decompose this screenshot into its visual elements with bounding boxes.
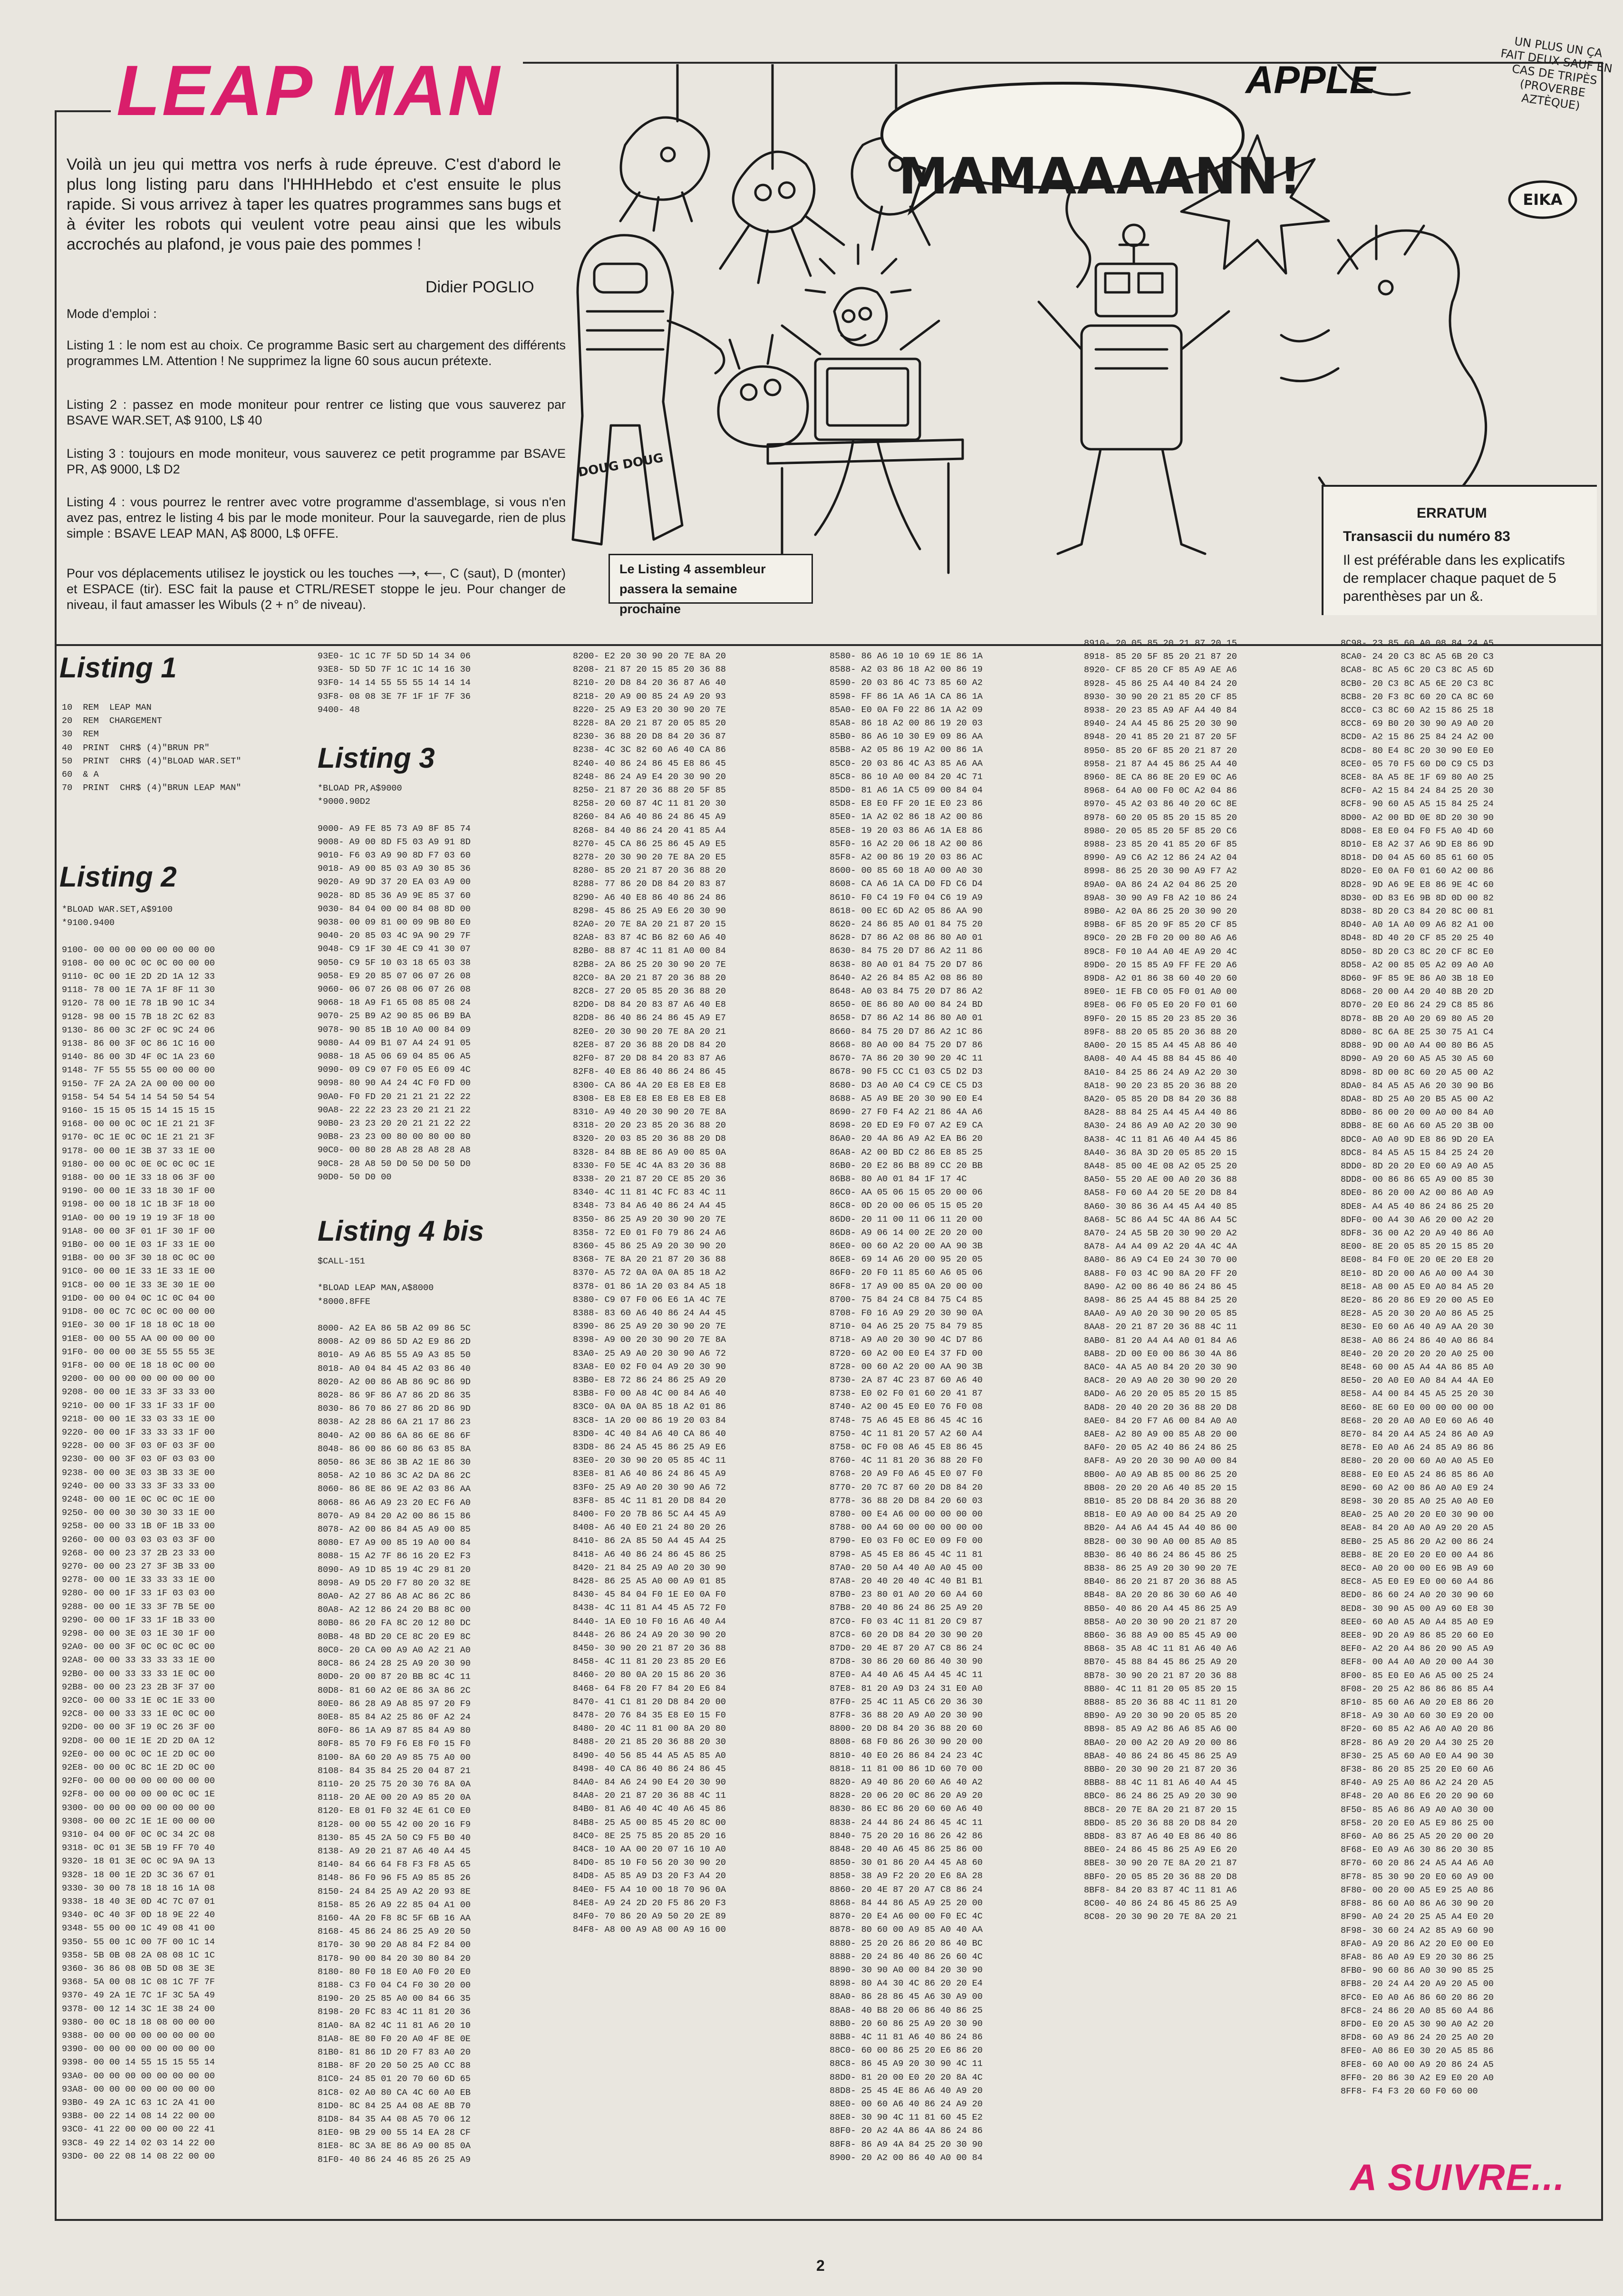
page-number: 2 <box>816 2257 825 2274</box>
platform-label: APPLE <box>1246 58 1376 102</box>
artist-signature: DOUG DOUG <box>577 451 665 480</box>
listing4-title: Listing 4 bis <box>318 1215 484 1247</box>
listing1-title: Listing 1 <box>59 652 177 684</box>
eika-text: EIKA <box>1523 191 1563 209</box>
hexdump-column-8: 8C98- 23 85 60 A0 08 84 24 A5 8CA0- 24 20 C3 8C A5 6B 20 C3 8CA8- 8C A5 6C 20 C3 8C A5 6D 8CB0- 20 C3 8C A5 6E 20 C3 8C 8CB8- 20 F3 8C 60 20 CA 8C 60 8CC0- C3 8C 60 A2 15 86 25 18 8CC8- 69 B0 20 30 90 A9 A0 20 8CD0- A2 15 86 25 84 24 A2 00 8CD8- 80 E4 8C 20 30 90 E0 E0 8CE0- 05 70 F5 60 D0 C9 C5 D3 8CE8- 8A A5 8E 1F 69 80 A0 25 8CF0- A2 15 84 24 84 25 20 30 8CF8- 90 60 A5 A5 15 84 25 24 8D00- A2 00 BD 0E 8D 20 30 90 8D08- E8 E0 04 F0 F5 A0 4D 60 8D10- E8 A2 37 A6 9D E8 86 9D 8D18- D0 04 A5 60 85 61 60 05 8D20- E0 0A F0 01 60 A2 00 86 8D28- 9D A6 9E E8 86 9E 4C 60 8D30- 0D 83 E6 9B 8D 0D 00 82 8D38- 8D 20 C3 84 20 8C 00 81 8D40- A0 1A A0 09 A6 82 A1 00 8D48- 8D 40 20 CF 85 20 25 40 8D50- 8D 20 C3 8C 20 CF 8C E0 8D58- A2 00 85 05 A2 09 A0 A0 8D60- 9F 85 9E 86 A0 3B 18 E0 8D68- 20 00 A4 20 40 8B 20 2D 8D70- 20 E0 86 24 29 C8 85 86 8D78- 8B 20 A0 20 69 80 A5 20 8D80- 8C 6A 8E 25 30 75 A1 C4 8D88- 9D 00 A0 A4 00 80 B6 A5 8D90- A9 20 60 A5 A5 30 A5 60 8D98- 8D 00 8C 60 20 A5 00 A2 8DA0- 84 A5 A5 A6 20 30 90 B6 8DA8- 8D 25 A0 20 B5 A5 00 A2 8DB0- 86 00 20 00 A0 00 84 A0 8DB8- 8E 60 A6 60 A5 20 3B 00 8DC0- A0 A0 9D E8 86 9D 20 EA 8DC8- 84 A5 A5 15 84 25 24 20 8DD0- 8D 20 20 E0 60 A9 A0 A5 8DD8- 00 86 86 65 A9 00 85 30 8DE0- 86 20 00 A2 00 86 A0 A9 8DE8- A4 A5 40 86 24 86 25 20 8DF0- 00 A4 30 A6 20 00 A2 20 8DF8- 36 00 A2 20 A9 40 86 A0 8E00- 8E 20 05 85 20 15 85 20 8E08- 84 F0 0E 20 0E 20 E8 20 8E10- 8D 20 00 A6 A0 00 A4 30 8E18- A8 00 A5 E0 A0 84 A5 20 8E20- 86 20 86 E9 20 00 A5 E0 8E28- A5 20 30 20 A0 86 A5 25 8E30- E0 60 A6 40 A9 AA 20 30 8E38- A0 86 24 86 40 A0 86 84 8E40- 20 20 20 20 20 A0 25 00 8E48- 60 00 A5 A4 4A 86 85 A0 8E50- 20 A0 E0 A0 84 A4 4A E0 8E58- A4 00 84 45 A5 25 20 30 8E60- 8E 60 E0 00 00 00 00 00 8E68- 20 20 A0 A0 E0 60 A6 40 8E70- 84 20 A4 A5 24 86 A0 A9 8E78- E0 A0 A6 24 85 A9 86 86 8E80- 20 20 00 60 A0 A0 A5 E0 8E88- E0 E0 A5 24 86 85 86 A0 8E90- 60 A2 00 86 A0 A0 E9 24 8E98- 30 20 85 A0 25 A0 A0 E0 8EA0- 25 A0 20 20 E0 30 90 00 8EA8- 84 20 A0 A0 A9 20 20 A5 8EB0- 25 A5 86 20 A2 00 86 24 8EB8- 8E 20 E0 20 E0 00 A4 86 8EC0- A0 20 00 00 E6 9B A9 60 8EC8- A5 E0 E9 E0 00 60 A4 86 8ED0- 86 60 24 A0 20 30 90 60 8ED8- 30 90 A5 00 A9 60 E8 30 8EE0- 60 A0 A5 A0 A4 85 A0 E9 8EE8- 9D 20 A9 86 85 20 60 E0 8EF0- A2 20 A4 86 20 90 A5 A9 8EF8- 00 A4 A0 A0 20 00 A4 30 8F00- 85 E0 E0 A6 A5 00 25 24 8F08- 20 25 A2 86 86 86 85 A4 8F10- 85 60 A6 A0 20 E8 86 20 8F18- A9 30 A0 60 30 E9 20 00 8F20- 60 85 A2 A6 A0 A0 20 86 8F28- 86 A9 20 20 A4 30 25 20 8F30- 25 A5 60 A0 E0 A4 90 30 8F38- 86 20 85 25 20 E0 60 A6 8F40- A9 25 A0 86 A2 24 20 A5 8F48- 20 A0 86 E6 20 20 90 60 8F50- 85 A6 86 A9 A0 A0 30 00 8F58- 20 20 E0 A5 E9 86 25 00 8F60- A0 86 25 A5 20 20 00 20 8F68- E0 A9 A6 30 86 20 30 85 8F70- 60 20 86 24 A5 A4 A6 A0 8F78- 85 30 90 20 E0 60 A9 00 8F80- 00 20 00 A5 E9 25 A0 86 8F88- 86 60 A0 86 A6 30 90 20 8F90- A0 24 20 25 A5 A4 E0 20 8F98- 30 60 24 A2 85 A9 60 90 8FA0- A9 20 86 A2 20 E0 00 E0 8FA8- 86 A0 A9 E9 20 30 86 25 8FB0- 90 60 86 A0 30 90 85 25 8FB8- 20 24 A4 20 A9 20 A5 00 8FC0- E0 A0 A6 86 60 20 86 20 8FC8- 24 86 20 A0 85 60 A4 86 8FD0- E0 20 A5 30 90 A0 A2 20 8FD8- 60 A9 86 24 20 25 A0 20 8FE0- A0 86 E0 30 20 A5 85 86 8FE8- 60 A0 00 A9 20 86 24 A5 8FF0- 20 86 30 A2 E9 E0 20 A0 8FF8- F4 F3 20 60 F0 60 00 <box>1341 638 1494 2096</box>
speech-bubble-text: MAMAAAANN! <box>898 147 1302 205</box>
listing3-continued-code: 93E0- 1C 1C 7F 5D 5D 14 34 06 93E8- 5D 5D 7F 1C 1C 14 16 30 93F0- 14 14 55 55 55 14 14 14 93F8- 08 08 3E 7F 1F 1F 7F 36 9400- 48 <box>318 651 471 715</box>
listing4-note-box: Le Listing 4 assembleur passera la semaine prochaine <box>609 554 813 604</box>
author-name: Didier POGLIO <box>425 278 534 296</box>
hexdump-column-7: 8910- 20 05 85 20 21 87 20 15 8918- 85 20 5F 85 20 21 87 20 8920- CF 85 20 CF 85 A9 AE A6 8928- 45 86 25 A4 40 84 24 20 8930- 30 90 20 21 85 20 CF 85 8938- 20 23 85 A9 AF A4 40 84 8940- 24 A4 45 86 25 20 30 90 8948- 20 41 85 20 21 87 20 5F 8950- 85 20 6F 85 20 21 87 20 8958- 21 87 A4 45 86 25 A4 40 8960- 8E CA 86 8E 20 E9 0C A6 8968- 64 A0 00 F0 0C A2 04 86 8970- 45 A2 03 86 40 20 6C 8E 8978- 60 20 05 85 20 15 85 20 8980- 20 05 85 20 5F 85 20 C6 8988- 23 85 20 41 85 20 6F 85 8990- A9 C6 A2 12 86 24 A2 04 8998- 86 25 20 30 90 A9 F7 A2 89A0- 0A 86 24 A2 04 86 25 20 89A8- 30 90 A9 F8 A2 10 86 24 89B0- A2 0A 86 25 20 30 90 20 89B8- 6F 85 20 9F 85 20 CF 85 89C0- 20 2B F0 20 00 80 A6 A6 89C8- F0 10 A4 A0 4E A9 20 4C 89D0- 20 15 85 A9 FF FE 20 A6 89D8- A2 01 86 38 60 40 20 60 89E0- 1E FB C0 05 F0 01 A0 00 89E8- 06 F0 05 E0 20 F0 01 60 89F0- 20 15 85 20 23 85 20 36 89F8- 88 20 05 85 20 36 88 20 8A00- 20 15 85 A4 45 A8 86 40 8A08- 40 A4 45 88 84 45 86 40 8A10- 84 25 86 24 A9 A2 20 30 8A18- 90 20 23 85 20 36 88 20 8A20- 05 85 20 D8 84 20 36 88 8A28- 88 84 25 A4 45 A4 40 86 8A30- 24 86 A9 A0 A2 20 30 90 8A38- 4C 11 81 A6 40 A4 45 86 8A40- 36 8A 3D 20 05 85 20 15 8A48- 85 00 4E 08 A2 05 25 20 8A50- 55 20 AE 00 A0 20 36 88 8A58- F0 60 A4 20 5E 20 D8 84 8A60- 30 86 36 A4 45 A4 40 85 8A68- 5C 86 A4 5C 4A 86 A4 5C 8A70- 24 A5 5B 20 30 90 20 A2 8A78- A4 A4 09 A2 20 4A 4C 4A 8A80- 86 A9 C4 E0 24 30 70 00 8A88- F0 03 4C 90 8A 20 FF 20 8A90- A2 00 86 40 86 24 86 45 8A98- 86 25 A4 45 88 84 25 20 8AA0- A9 A0 20 30 90 20 05 85 8AA8- 20 21 87 20 36 88 4C 11 8AB0- 81 20 A4 A4 A0 01 84 A6 8AB8- 2D 00 E0 00 86 30 4A 86 8AC0- 4A A5 A0 84 20 20 30 90 8AC8- 20 A9 A0 20 30 90 20 20 8AD0- A6 20 20 05 85 20 15 85 8AD8- 20 40 20 20 36 88 20 D8 8AE0- 84 20 F7 A6 00 84 A0 A0 8AE8- A2 80 A9 00 85 A8 20 00 8AF0- 20 05 A2 40 86 24 86 25 8AF8- A9 20 20 30 90 A0 00 84 8B00- A0 A9 AB 85 00 86 25 20 8B08- 20 20 20 A6 40 85 20 15 8B10- 85 20 D8 84 20 36 88 20 8B18- E0 A9 A0 00 84 25 A9 20 8B20- A4 A6 A4 45 A4 40 86 00 8B28- 00 30 90 A0 00 85 A0 85 8B30- 86 40 86 24 86 45 86 25 8B38- 86 25 A9 20 30 90 20 7E 8B40- 86 20 21 87 20 36 88 A5 8B48- 8A 20 20 86 30 60 A6 40 8B50- 40 86 20 A4 45 86 25 A9 8B58- A0 20 30 90 20 21 87 20 8B60- 36 88 A9 00 85 45 A9 00 8B68- 35 A8 4C 11 81 A6 40 A6 8B70- 45 88 84 45 86 25 A9 20 8B78- 30 90 20 21 87 20 36 88 8B80- 4C 11 81 20 05 85 20 15 8B88- 85 20 36 88 4C 11 81 20 8B90- A9 20 30 90 20 05 85 20 8B98- 85 A9 A2 86 A6 85 A6 00 8BA0- 20 00 A2 20 A9 20 00 86 8BA8- 40 86 24 86 45 86 25 A9 8BB0- 20 30 90 20 21 87 20 36 8BB8- 88 4C 11 81 A6 40 A4 45 8BC0- 86 24 86 25 A9 20 30 90 8BC8- 20 7E 8A 20 21 87 20 15 8BD0- 85 20 36 88 20 D8 84 20 8BD8- 83 87 A6 40 E8 86 40 86 8BE0- 24 86 45 86 25 A9 E6 20 8BE8- 30 90 20 7E 8A 20 21 87 8BF0- 20 05 85 20 36 88 20 D8 8BF8- 84 20 83 87 4C 11 81 A6 8C00- 40 86 24 86 45 86 25 A9 8C08- 20 30 90 20 7E 8A 20 21 <box>1084 638 1237 1922</box>
listing4-code: $CALL-151 *BLOAD LEAP MAN,A$8000 *8000.8FFE 8000- A2 EA 86 5B A2 09 86 5C 8008- A2 09 86 5D A2 E9 86 2D 8010- A9 A6 85 55 A9 A3 85 50 8018- A0 04 84 45 A2 03 86 40 8020- A2 00 86 AB 86 9C 86 9D 8028- 86 9F 86 A7 86 2D 86 35 8030- 86 70 86 27 86 2D 86 9D 8038- A2 28 86 6A 21 17 86 23 8040- A2 00 86 6A 86 6E 86 6F 8048- 86 00 86 60 86 63 85 8A 8050- 86 3E 86 3B A2 1E 86 30 8058- A2 10 86 3C A2 DA 86 2C 8060- 86 8E 86 9E A2 03 86 AA 8068- 86 A6 A9 23 20 EC F6 A0 8070- A9 84 20 A2 00 86 15 86 8078- A2 00 86 84 A5 A9 00 85 8080- E7 A9 00 85 19 A0 00 84 8088- 15 A2 7F 86 16 20 E2 F3 8090- A9 1D 85 19 4C 29 81 20 8098- A9 D5 20 F7 80 20 32 8E 80A0- A2 27 86 A8 AC 86 2C 86 80A8- A2 12 86 24 20 B8 8C 00 80B0- 86 20 FA 8C 20 12 80 DC 80B8- 48 BD 20 CE 8C 20 E9 8C 80C0- 20 CA 00 A9 A0 A2 21 A0 80C8- 86 24 28 25 A9 20 30 90 80D0- 20 00 87 20 BB 8C 4C 11 80D8- 81 60 A2 0E 86 3A 86 2C 80E0- 86 28 A9 A8 85 97 20 F9 80E8- 85 84 A2 25 86 0F A2 24 80F0- 86 1A A9 87 85 84 A9 80 80F8- 85 70 F9 F6 E8 F0 15 F0 8100- 8A 60 20 A9 85 75 A0 00 8108- 84 35 84 25 20 04 87 21 8110- 20 25 75 20 30 76 8A 0A 8118- 20 AE 00 20 A9 85 20 0A 8120- E8 01 F0 32 4E 61 C0 E0 8128- 00 00 55 42 00 20 16 F9 8130- 85 45 2A 50 C9 F5 B0 40 8138- A9 20 21 87 A6 40 A4 45 8140- 84 66 64 F8 F3 F8 A5 65 8148- 86 F0 96 F5 A9 85 85 26 8150- 24 84 25 A9 A2 20 93 8E 8158- 85 26 A9 22 85 04 A1 00 8160- 4A 20 F8 8C 5F 6B 16 AA 8168- 45 86 24 86 25 A9 20 50 8170- 30 90 20 A8 84 F2 84 00 8178- 90 00 84 20 30 80 84 20 8180- 80 F0 18 E0 A0 F0 20 E0 8188- C3 F0 04 C4 F0 30 20 00 8190- 20 25 85 A0 00 84 66 35 8198- 20 FC 83 4C 11 81 20 36 81A0- 8A 82 4C 11 81 A6 20 10 81A8- 8E 80 F0 20 A0 4F 8E 0E 81B0- 81 86 1D 20 F7 83 A0 20 81B8- 8F 20 20 50 25 A0 CC 88 81C0- 24 85 01 20 70 60 6D 65 81C8- 02 A0 80 CA 4C 60 A0 EB 81D0- 8C 84 25 A4 08 AE 8B 70 81D8- 84 35 A4 08 A5 70 06 12 81E0- 9B 29 00 55 14 EA 28 CF 81E8- 8C 3A 8E 86 A9 00 85 0A 81F0- 40 86 24 46 85 26 25 A9 <box>318 1256 471 2165</box>
listing2-code: *BLOAD WAR.SET,A$9100 *9100.9400 9100- 00 00 00 00 00 00 00 00 9108- 00 00 0C 0C 0C 00 00 00 9110- 0C 00 1E 2D 2D 1A 12 33 9118- 78 00 1E 7A 1F 8F 11 30 9120- 78 00 1E 78 1B 90 1C 34 9128- 98 00 15 7B 18 2C 62 83 9130- 86 00 3C 2F 0C 9C 24 06 9138- 86 00 3F 0C 86 1C 16 00 9140- 86 00 3D 4F 0C 1A 23 60 9148- 7F 55 55 55 00 00 00 00 9150- 7F 2A 2A 2A 00 00 00 00 9158- 54 54 54 14 54 50 54 54 9160- 15 15 05 15 14 15 15 15 9168- 00 00 0C 0C 1E 21 21 3F 9170- 0C 1E 0C 0C 1E 21 21 3F 9178- 00 00 1E 3B 37 33 1E 00 9180- 00 00 0C 0E 0C 0C 0C 1E 9188- 00 00 1E 33 18 06 3F 00 9190- 00 00 1E 33 18 30 1F 00 9198- 00 00 18 1C 1B 3F 18 00 91A0- 00 00 19 19 19 3F 18 00 91A8- 00 00 3F 01 1F 30 1F 00 91B0- 00 00 1E 03 1F 33 1E 00 91B8- 00 00 3F 30 18 0C 0C 00 91C0- 00 00 1E 33 1E 33 1E 00 91C8- 00 00 1E 33 3E 30 1E 00 91D0- 00 00 04 0C 1C 0C 04 00 91D8- 00 0C 7C 0C 0C 00 00 00 91E0- 30 00 1F 18 18 0C 18 00 91E8- 00 00 55 AA 00 00 00 00 91F0- 00 00 00 3E 55 55 55 3E 91F8- 00 00 0E 18 18 0C 00 00 9200- 00 00 00 00 00 00 00 00 9208- 00 00 1E 33 3F 33 33 00 9210- 00 00 1F 33 1F 33 1F 00 9218- 00 00 1E 33 03 33 1E 00 9220- 00 00 1F 33 33 33 1F 00 9228- 00 00 3F 03 0F 03 3F 00 9230- 00 00 3F 03 0F 03 03 00 9238- 00 00 3E 03 3B 33 3E 00 9240- 00 00 33 33 3F 33 33 00 9248- 00 00 1E 0C 0C 0C 1E 00 9250- 00 00 30 30 30 33 1E 00 9258- 00 00 33 1B 0F 1B 33 00 9260- 00 00 03 03 03 03 3F 00 9268- 00 00 23 37 2B 23 33 00 9270- 00 00 23 27 3F 3B 33 00 9278- 00 00 1E 33 33 33 1E 00 9280- 00 00 1F 33 1F 03 03 00 9288- 00 00 1E 33 3F 7B 5E 00 9290- 00 00 1F 33 1F 1B 33 00 9298- 00 00 3E 03 1E 30 1F 00 92A0- 00 00 3F 0C 0C 0C 0C 00 92A8- 00 00 33 33 33 33 1E 00 92B0- 00 00 33 33 33 1E 0C 00 92B8- 00 00 23 23 2B 3F 37 00 92C0- 00 00 33 1E 0C 1E 33 00 92C8- 00 00 33 33 1E 0C 0C 00 92D0- 00 00 3F 19 0C 26 3F 00 92D8- 00 00 1E 1E 2D 2D 0A 12 92E0- 00 00 0C 0C 1E 2D 0C 00 92E8- 00 00 0C 8C 1E 2D 0C 00 92F0- 00 00 00 00 00 00 00 00 92F8- 00 00 00 00 00 0C 0C 1E 9300- 00 00 00 00 00 00 00 00 9308- 00 00 2C 1E 1E 00 00 00 9310- 04 00 0F 0C 0C 34 2C 08 9318- 0C 01 3E 5B 19 FF 70 40 9320- 18 01 3E 0C 0C 9A 9A 13 9328- 18 00 1E 2D 3C 36 67 01 9330- 30 00 78 18 18 16 1A 08 9338- 18 40 3E 0D 4C 7C 07 01 9340- 0C 40 3F 0D 18 9E 22 40 9348- 55 00 00 1C 49 08 41 00 9350- 55 00 1C 00 7F 00 1C 14 9358- 5B 0B 08 2A 08 08 1C 1C 9360- 36 86 08 0B 5D 08 3E 3E 9368- 5A 00 08 1C 08 1C 7F 7F 9370- 49 2A 1E 7C 1F 3C 5A 49 9378- 00 12 14 3C 1E 38 24 00 9380- 00 0C 18 18 08 00 00 00 9388- 00 00 00 00 00 00 00 00 9390- 00 00 00 00 00 00 00 00 9398- 00 00 14 55 15 15 55 14 93A0- 00 00 00 00 00 00 00 00 93A8- 00 00 00 00 00 00 00 00 93B0- 49 2A 1C 63 1C 2A 41 00 93B8- 00 22 14 08 14 22 00 00 93C0- 41 22 00 00 00 00 22 41 93C8- 49 22 14 02 03 14 22 00 93D0- 00 22 08 14 08 22 00 00 <box>62 905 215 2161</box>
mode-listing4: Listing 4 : vous pourrez le rentrer avec votre programme d'assemblage, si vous n'en avez pas, entrez le listing 4 bis par le mode moniteur. Pour la sauvegarde, rien de plus simple : BSAVE LEAP MAN, A$ 8000, L$ 0FFE. <box>67 495 566 540</box>
left-rule <box>55 110 57 2221</box>
hexdump-column-5: 8200- E2 20 30 90 20 7E 8A 20 8208- 21 87 20 15 85 20 36 88 8210- 20 D8 84 20 36 87 A6 40 8218- 20 A9 00 85 24 A9 20 93 8220- 25 A9 E3 20 30 90 20 7E 8228- 8A 20 21 87 20 05 85 20 8230- 36 88 20 D8 84 20 36 87 8238- 4C 3C 82 60 A6 40 CA 86 8240- 40 86 24 86 45 E8 86 45 8248- 86 24 A9 E4 20 30 90 20 8250- 21 87 20 36 88 20 5F 85 8258- 20 60 87 4C 11 81 20 30 8260- 84 A6 40 86 24 86 45 A9 8268- 84 40 86 24 20 41 85 A4 8270- 45 CA 86 25 86 45 A9 E5 8278- 20 30 90 20 7E 8A 20 E5 8280- 85 20 21 87 20 36 88 20 8288- 77 86 20 D8 84 20 83 87 8290- A6 40 E8 86 40 86 24 86 8298- 45 86 25 A9 E6 20 30 90 82A0- 20 7E 8A 20 21 87 20 15 82A8- 83 87 4C B6 82 60 A6 40 82B0- 88 87 4C 11 81 A0 00 84 82B8- 2A 86 25 20 30 90 20 7E 82C0- 8A 20 21 87 20 36 88 20 82C8- 27 20 05 85 20 36 88 20 82D0- D8 84 20 83 87 A6 40 E8 82D8- 86 40 86 24 86 45 A9 E7 82E0- 20 30 90 20 7E 8A 20 21 82E8- 87 20 36 88 20 D8 84 20 82F0- 87 20 D8 84 20 83 87 A6 82F8- 40 E8 86 40 86 24 86 45 8300- CA 86 4A 20 E8 E8 E8 E8 8308- E8 E8 E8 E8 E8 E8 E8 E8 8310- A9 40 20 30 90 20 7E 8A 8318- 20 20 23 85 20 36 88 20 8320- 20 03 85 20 36 88 20 D8 8328- 84 8B 8E 86 A9 00 85 0A 8330- F0 5E 4C 4A 83 20 36 88 8338- 20 21 87 20 CE 85 20 36 8340- 4C 11 81 4C FC 83 4C 11 8348- 73 84 A6 40 86 24 A4 45 8350- 86 25 A9 20 30 90 20 7E 8358- 72 E0 01 F0 79 86 24 A6 8360- 45 86 25 A9 20 30 90 20 8368- 7E 8A 20 21 87 20 36 88 8370- A5 72 0A 0A 0A 85 18 A2 8378- 01 86 1A 20 03 84 A5 18 8380- C9 07 F0 06 E6 1A 4C 7E 8388- 83 60 A6 40 86 24 A4 45 8390- 86 25 A9 20 30 90 20 7E 8398- A9 00 20 30 90 20 7E 8A 83A0- 25 A9 A0 20 30 90 A6 72 83A8- E0 02 F0 04 A9 20 30 90 83B0- E8 72 86 24 86 25 A9 20 83B8- F0 00 A8 4C 00 84 A6 40 83C0- 0A 0A 0A 85 18 A2 01 86 83C8- 1A 20 00 86 19 20 03 84 83D0- 4C 40 84 A6 40 CA 86 40 83D8- 86 24 A5 45 86 25 A9 E6 83E0- 20 30 90 20 05 85 4C 11 83E8- 81 A6 40 86 24 86 45 A9 83F0- 25 A9 A0 20 30 90 A6 72 83F8- 85 4C 11 81 20 D8 84 20 8400- F0 20 7B 86 5C A4 45 A9 8408- A6 40 E0 21 24 80 20 26 8410- 86 2A 85 50 A4 45 A4 25 8418- A6 40 86 24 86 45 86 25 8420- 21 84 25 A9 A0 20 30 90 8428- 86 25 A5 A0 00 A9 01 85 8430- 45 84 04 F0 1E E0 0A F0 8438- 4C 11 81 A4 45 A5 72 F0 8440- 1A E0 10 F0 16 A6 40 A4 8448- 26 86 24 A9 20 30 90 20 8450- 30 90 20 21 87 20 36 88 8458- 4C 11 81 20 23 85 20 E6 8460- 20 80 0A 20 15 86 20 36 8468- 64 F8 20 F7 84 20 E6 84 8470- 41 C1 81 20 D8 84 20 00 8478- 20 76 84 35 E8 E0 15 F0 8480- 20 4C 11 81 00 8A 20 80 8488- 20 21 85 20 36 88 20 30 8490- 40 56 85 44 A5 A5 85 A0 8498- 40 CA 86 40 86 24 86 45 84A0- 84 A6 24 90 E4 20 30 90 84A8- 20 21 87 20 36 88 4C 11 84B0- 81 A6 40 4C 40 A6 45 86 84B8- 25 A5 00 85 45 20 8C 00 84C0- 8E 25 75 85 20 85 20 16 84C8- 10 AA 00 20 07 16 10 A0 84D0- 85 10 F0 56 20 30 90 20 84D8- A5 85 A9 D3 20 F3 A4 20 84E0- F5 A4 10 00 18 70 96 0A 84E8- A9 24 2D 20 F5 86 20 F3 84F0- 70 86 20 A9 50 20 2E 89 84F8- A8 00 A9 A8 00 A9 16 00 <box>573 651 726 1935</box>
listing1-code: 10 REM LEAP MAN 20 REM CHARGEMENT 30 REM 40 PRINT CHR$ (4)"BRUN PR" 50 PRINT CHR$ (4)"BLOAD WAR.SET" 60 & A 70 PRINT CHR$ (4)"BRUN LEAP MAN" <box>62 703 242 793</box>
handwritten-note: UN PLUS UN ÇA FAIT DEUX SAUF EN CAS DE TRIPÈS (PROVERBE AZTÈQUE) <box>1499 34 1613 113</box>
intro-paragraph: Voilà un jeu qui mettra vos nerfs à rude épreuve. C'est d'abord le plus long listing paru dans l'HHHHebdo et c'est ensuite le plus rapide. Si vous arrivez à taper les quatres programmes sans bugs et à éviter les robots qui veulent votre peau ainsi que les wibuls accrochés au plafond, je vous paie des pommes ! <box>67 155 561 253</box>
listing2-title: Listing 2 <box>59 861 177 893</box>
a-suivre-label: A SUIVRE... <box>1350 2156 1565 2198</box>
erratum-body: Il est préférable dans les explicatifs de remplacer chaque paquet de 5 parenthèses par un &. <box>1343 552 1565 604</box>
mode-controls: Pour vos déplacements utilisez le joystick ou les touches ⟶, ⟵, C (saut), D (monter) et ESPACE (tir). ESC fait la pause et CTRL/RESET stoppe le jeu. Pour changer de niveau, il faut amasser les Wibuls (2 + n° de niveau). <box>67 566 566 612</box>
top-rule <box>56 110 111 112</box>
bottom-rule <box>55 2219 1603 2221</box>
right-rule <box>1601 62 1603 2221</box>
article-title: LEAP MAN <box>116 50 502 130</box>
erratum-subtitle: Transascii du numéro 83 <box>1343 529 1510 544</box>
listing3-title: Listing 3 <box>318 742 435 774</box>
erratum-title: ERRATUM <box>1417 505 1487 521</box>
mode-listing2: Listing 2 : passez en mode moniteur pour rentrer ce listing que vous sauverez par BSAVE WAR.SET, A$ 9100, L$ 40 <box>67 397 566 427</box>
mode-listing3: Listing 3 : toujours en mode moniteur, vous sauverez ce petit programme par BSAVE PR, A$ 9000, L$ D2 <box>67 446 566 476</box>
top-rule-right <box>523 62 1602 64</box>
listing3-code: *BLOAD PR,A$9000 *9000.90D2 9000- A9 FE 85 73 A9 8F 85 74 9008- A9 00 8D F5 03 A9 91 8D 9010- F6 03 A9 90 8D F7 03 60 9018- A9 00 85 03 A9 30 85 36 9020- A9 9D 37 20 EA 03 A9 00 9028- 8D 85 36 A9 9E 85 37 60 9030- 84 04 00 00 84 08 8D 00 9038- 00 09 81 00 09 9B 80 E0 9040- 20 85 03 4C 9A 90 29 7F 9048- C9 1F 30 4E C9 41 30 07 9050- C9 5F 10 03 18 65 03 38 9058- E9 20 85 07 06 07 26 08 9060- 06 07 26 08 06 07 26 08 9068- 18 A9 F1 65 08 85 08 24 9070- 25 B9 A2 90 85 06 B9 BA 9078- 90 85 1B 10 A0 00 84 09 9080- A4 09 B1 07 A4 24 91 05 9088- 18 A5 06 69 04 85 06 A5 9090- 09 C9 07 F0 05 E6 09 4C 9098- 80 90 A4 24 4C F0 FD 00 90A0- F0 FD 20 21 21 21 22 22 90A8- 22 22 23 23 20 21 21 22 90B0- 23 23 20 20 21 21 22 22 90B8- 23 23 00 80 00 80 00 80 90C0- 00 80 28 A8 28 A8 28 A8 90C8- 28 A8 50 D0 50 D0 50 D0 90D0- 50 D0 00 <box>318 783 471 1182</box>
mode-emploi-title: Mode d'emploi : <box>67 307 157 321</box>
mode-listing1: Listing 1 : le nom est au choix. Ce programme Basic sert au chargement des différents programmes LM. Attention ! Ne supprimez la ligne 60 sous aucun prétexte. <box>67 338 566 368</box>
hexdump-column-6: 8580- 86 A6 10 10 69 1E 86 1A 8588- A2 03 86 18 A2 00 86 19 8590- 20 03 86 4C 73 85 60 A2 8598- FF 86 1A A6 1A CA 86 1A 85A0- E0 0A F0 22 86 1A A2 09 85A8- 86 18 A2 00 86 19 20 03 85B0- 86 A6 10 30 E9 09 86 AA 85B8- A2 05 86 19 A2 00 86 1A 85C0- 20 03 86 4C A3 85 A6 AA 85C8- 86 10 A0 00 84 20 4C 71 85D0- 81 A6 1A C5 09 00 84 04 85D8- E8 E0 FF 20 1E E0 23 86 85E0- 1A A2 02 86 18 A2 00 86 85E8- 19 20 03 86 A6 1A E8 86 85F0- 16 A2 20 06 18 A2 00 86 85F8- A2 00 86 19 20 03 86 AC 8600- 00 85 60 18 A0 00 A0 30 8608- CA A6 1A CA D0 FD C6 D4 8610- F0 C4 19 F0 04 C6 19 A9 8618- 00 EC 6D A2 05 86 AA 90 8620- 24 86 85 A0 01 84 75 20 8628- D7 86 A2 08 86 80 A0 01 8630- 84 75 20 D7 86 A2 11 86 8638- 80 A0 01 84 75 20 D7 86 8640- A2 26 84 85 A2 08 86 80 8648- A0 03 84 75 20 D7 86 A2 8650- 0E 86 80 A0 00 84 24 BD 8658- D7 86 A2 14 86 80 A0 01 8660- 84 75 20 D7 86 A2 1C 86 8668- 80 A0 00 84 75 20 D7 86 8670- 7A 86 20 30 90 20 4C 11 8678- 90 F5 CC C1 03 C5 D2 D3 8680- D3 A0 A0 C4 C9 CE C5 D3 8688- A5 A9 BE 20 30 90 E0 E4 8690- 27 F0 F4 A2 21 86 4A A6 8698- 20 ED E9 F0 07 A2 E9 CA 86A0- 20 4A 86 A9 A2 EA B6 20 86A8- A2 00 BD C2 86 E8 85 25 86B0- 20 E2 86 B8 89 CC 20 BB 86B8- 80 A0 01 84 1F 17 4C 86C0- AA 05 06 15 05 20 00 06 86C8- 0D 20 00 06 05 15 05 20 86D0- 20 11 00 11 06 11 20 00 86D8- A9 06 14 00 2E 20 20 00 86E0- 00 60 A2 20 00 AA 90 3B 86E8- 69 14 A6 20 00 95 20 05 86F0- 20 F0 11 85 60 A6 05 06 86F8- 17 A9 00 85 0A 20 00 00 8700- 75 84 24 C8 84 75 C4 85 8708- F0 16 A9 29 20 30 90 0A 8710- 04 A6 25 20 75 84 79 85 8718- A9 A0 20 30 90 4C D7 86 8720- 60 A2 00 E0 E4 37 FD 00 8728- 00 60 A2 20 00 AA 90 3B 8730- 2A 87 4C 23 87 60 A6 40 8738- E0 02 F0 01 60 20 41 87 8740- A2 00 45 E0 E0 76 F0 08 8748- 75 A6 45 E8 86 45 4C 16 8750- 4C 11 81 20 57 A2 60 A4 8758- 0C F0 08 A6 45 E8 86 45 8760- 4C 11 81 20 36 88 20 F0 8768- 20 A9 F0 A6 45 E0 07 F0 8770- 20 7C 87 60 20 D8 84 20 8778- 36 88 20 D8 84 20 60 03 8780- 00 E4 A6 00 00 00 00 00 8788- 00 A4 60 00 00 00 00 00 8790- E0 03 F0 0C E0 09 F0 00 8798- A5 45 E8 86 45 4C 11 81 87A0- 20 50 A4 40 A0 A0 45 00 87A8- 20 40 20 40 4C 40 B1 B1 87B0- 23 80 01 A0 20 60 A4 60 87B8- 20 40 86 24 86 25 A9 20 87C0- F0 03 4C 11 81 20 C9 87 87C8- 60 20 D8 84 20 30 90 20 87D0- 20 4E 87 20 A7 C8 86 24 87D8- 30 86 20 60 86 40 30 90 87E0- A4 40 A6 45 A4 45 4C 11 87E8- 81 20 A9 D3 24 31 E0 A0 87F0- 25 4C 11 A5 C6 20 36 30 87F8- 36 88 20 A9 A0 20 30 90 8800- 20 D8 84 20 36 88 20 60 8808- 68 F0 86 26 30 90 20 00 8810- 40 E0 26 86 84 24 23 4C 8818- 11 81 00 86 1D 60 70 00 8820- A9 40 86 20 60 A6 40 A2 8828- 20 06 20 0C 86 20 A9 20 8830- 86 EC 86 20 60 60 A6 40 8838- 24 44 86 24 86 45 4C 11 8840- 75 20 20 16 86 26 42 86 8848- 20 40 A6 45 86 25 86 00 8850- 30 01 86 20 A4 45 A8 60 8858- 38 A9 F2 20 20 E6 8A 28 8860- 20 4E 87 20 A7 C8 86 24 8868- 84 44 86 A5 A9 25 20 00 8870- 20 E4 A6 00 00 F0 EC 4C 8878- 80 60 00 A9 85 A0 40 AA 8880- 25 20 26 86 20 86 40 BC 8888- 20 24 86 40 86 26 60 4C 8890- 30 90 A0 00 84 20 30 90 8898- 80 A4 30 4C 86 20 20 E4 88A0- 86 28 86 45 A6 30 A9 00 88A8- 40 B8 20 06 86 40 86 25 88B0- 20 60 86 25 A9 20 30 90 88B8- 4C 11 81 A6 40 86 24 86 88C0- 60 00 86 25 20 E6 86 20 88C8- 86 45 A9 20 30 90 4C 11 88D0- 81 20 00 E0 20 20 8A 4C 88D8- 25 45 4E 86 A6 40 A9 20 88E0- 00 60 A6 40 86 24 A9 20 88E8- 30 90 4C 11 81 60 45 E2 88F0- 20 A2 4A 86 4A 86 24 86 88F8- 86 A9 4A 84 25 20 30 90 8900- 20 A2 00 86 40 A0 00 84 <box>830 651 983 2163</box>
